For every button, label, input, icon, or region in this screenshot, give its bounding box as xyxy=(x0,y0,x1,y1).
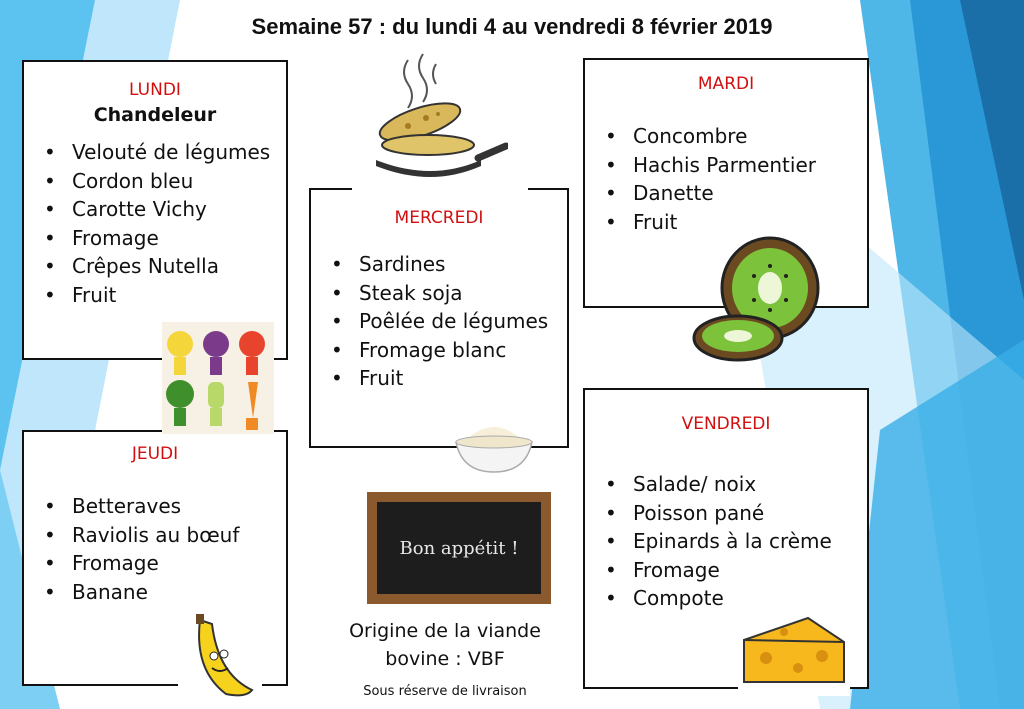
menu-item: • Hachis Parmentier xyxy=(605,151,867,180)
day-box-lundi xyxy=(22,60,288,360)
menu-item: • Danette xyxy=(605,179,867,208)
day-subtitle: Chandeleur xyxy=(93,104,217,126)
page-title: Semaine 57 : du lundi 4 au vendredi 8 février 2019 xyxy=(251,14,773,39)
menu-item: • Crêpes Nutella xyxy=(44,252,286,281)
day-name: LUNDI xyxy=(129,80,181,100)
menu-item: • Fruit xyxy=(331,364,567,393)
menu-item: • Velouté de légumes xyxy=(44,138,286,167)
menu-item: • Fromage xyxy=(605,556,867,585)
chalkboard-image xyxy=(367,492,551,604)
menu-item: • Betteraves xyxy=(44,492,286,521)
menu-item: • Epinards à la crème xyxy=(605,527,867,556)
menu-item: • Fruit xyxy=(605,208,867,237)
day-name: VENDREDI xyxy=(681,414,771,434)
menu-item: • Poêlée de légumes xyxy=(331,307,567,336)
vegetable-kids-image xyxy=(162,322,274,434)
menu-item: • Concombre xyxy=(605,122,867,151)
menu-item: • Cordon bleu xyxy=(44,167,286,196)
menu-item: • Carotte Vichy xyxy=(44,195,286,224)
menu-item: • Fromage xyxy=(44,224,286,253)
yogurt-bowl-image xyxy=(452,420,536,478)
day-box-mercredi xyxy=(309,188,569,448)
menu-item: • Steak soja xyxy=(331,279,567,308)
crepe-pan-image xyxy=(368,50,508,190)
day-name: MARDI xyxy=(697,74,755,94)
menu-item: • Fromage xyxy=(44,549,286,578)
day-name: MERCREDI xyxy=(394,208,484,228)
day-name: JEUDI xyxy=(131,444,179,464)
menu-item: • Compote xyxy=(605,584,867,613)
chalkboard-surface xyxy=(377,502,541,594)
delivery-disclaimer: Sous réserve de livraison xyxy=(363,684,527,699)
cheese-image xyxy=(738,610,850,696)
menu-item: • Salade/ noix xyxy=(605,470,867,499)
meat-origin-note: Origine de la viande bovine : VBF xyxy=(349,620,541,670)
menu-item: • Fromage blanc xyxy=(331,336,567,365)
banana-image xyxy=(178,612,262,702)
menu-item: • Raviolis au bœuf xyxy=(44,521,286,550)
menu-item: • Banane xyxy=(44,578,286,607)
menu-item: • Poisson pané xyxy=(605,499,867,528)
menu-item: • Sardines xyxy=(331,250,567,279)
menu-item: • Fruit xyxy=(44,281,286,310)
kiwi-image xyxy=(692,236,822,366)
chalkboard-text: Bon appétit ! xyxy=(399,537,519,559)
